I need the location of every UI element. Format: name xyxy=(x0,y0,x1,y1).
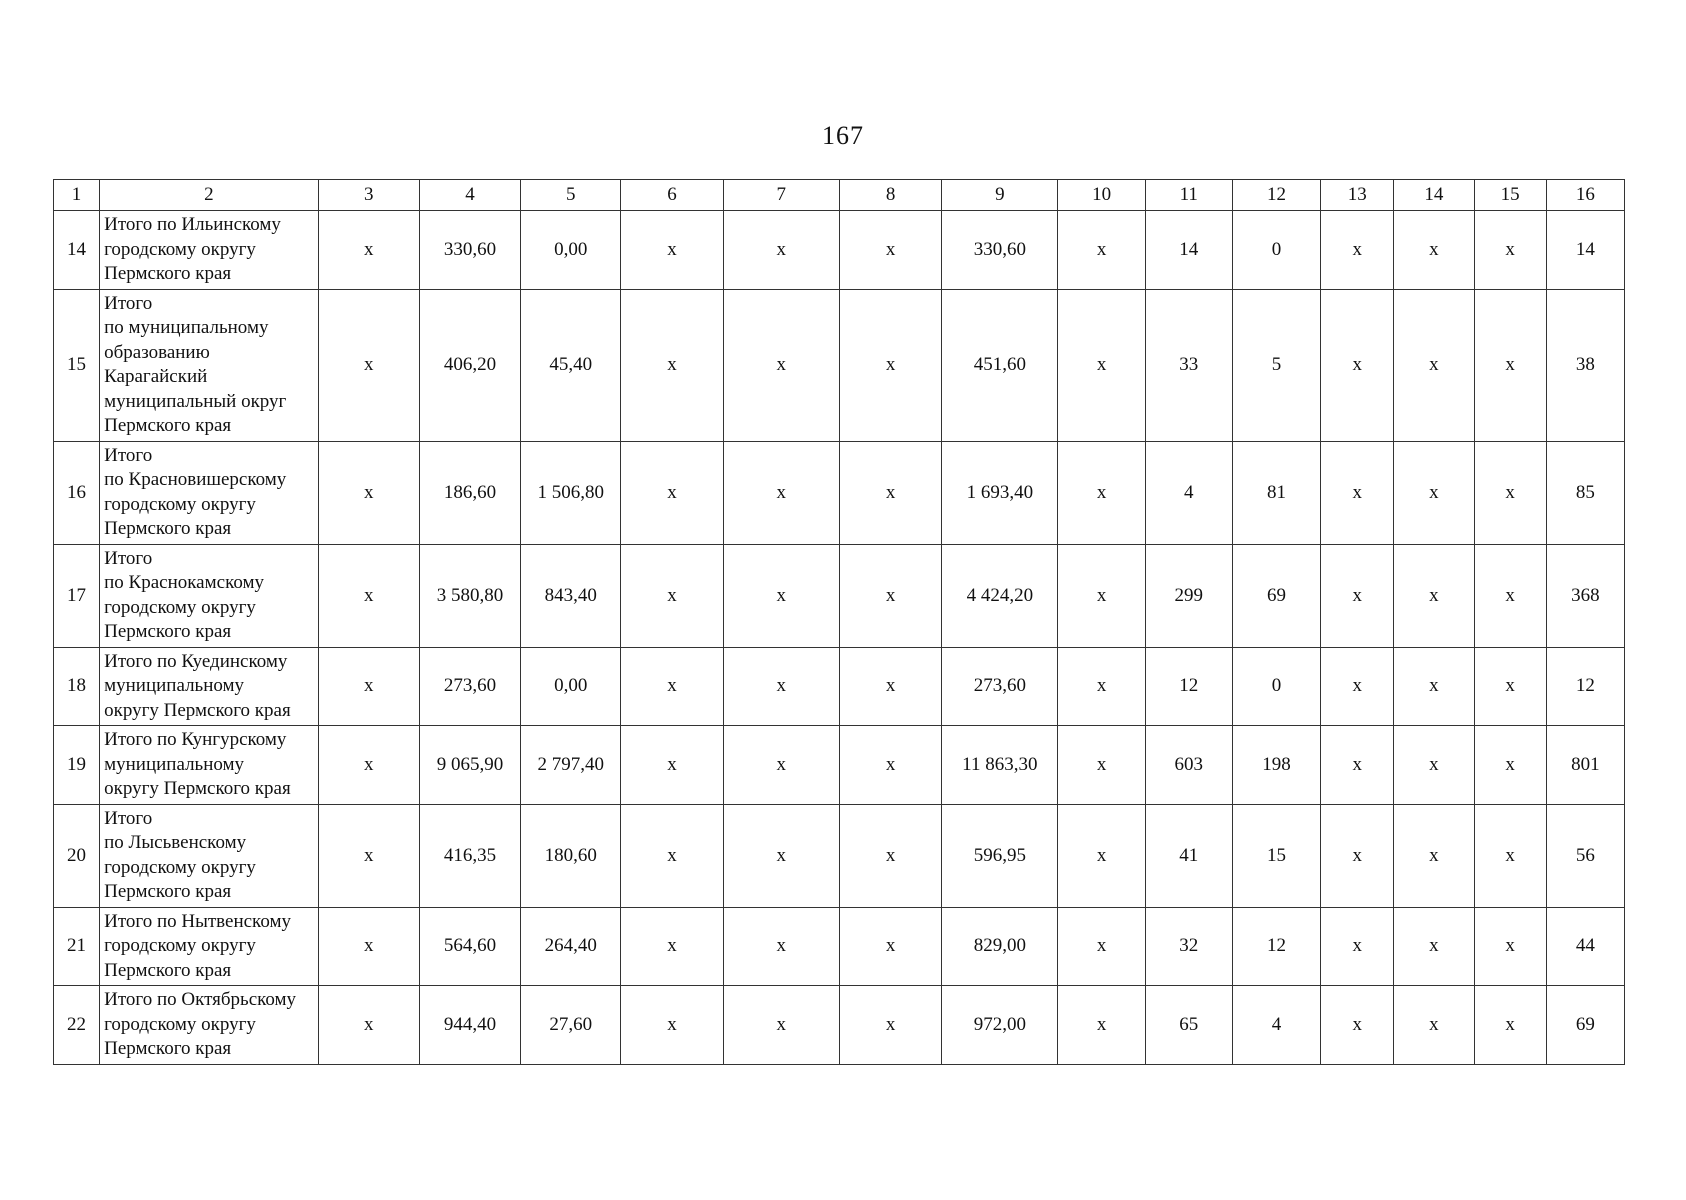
table-cell: 0 xyxy=(1232,647,1320,726)
table-cell: х xyxy=(1058,986,1145,1065)
table-cell: 186,60 xyxy=(419,441,520,544)
table-cell: х xyxy=(1474,211,1546,290)
table-cell: х xyxy=(318,726,419,805)
table-cell: 1 693,40 xyxy=(942,441,1058,544)
table-cell: х xyxy=(1058,211,1145,290)
table-cell: 264,40 xyxy=(521,907,621,986)
table-cell: 14 xyxy=(1145,211,1232,290)
table-cell: х xyxy=(1321,289,1394,441)
table-cell: х xyxy=(723,647,839,726)
table-cell: х xyxy=(1474,726,1546,805)
row-number-cell: 15 xyxy=(54,289,100,441)
table-cell: х xyxy=(621,211,723,290)
table-cell: 32 xyxy=(1145,907,1232,986)
table-cell: х xyxy=(723,289,839,441)
table-cell: 406,20 xyxy=(419,289,520,441)
table-cell: х xyxy=(723,907,839,986)
table-cell: 69 xyxy=(1232,544,1320,647)
row-name-cell: Итого по Краснокамскому городскому округу Пермского края xyxy=(100,544,319,647)
table-cell: 299 xyxy=(1145,544,1232,647)
table-cell: 12 xyxy=(1232,907,1320,986)
table-cell: х xyxy=(1474,441,1546,544)
table-row xyxy=(54,907,1625,986)
table-cell: х xyxy=(318,441,419,544)
table-cell: х xyxy=(839,211,941,290)
table-cell: 9 065,90 xyxy=(419,726,520,805)
table-cell: х xyxy=(1321,804,1394,907)
table-row xyxy=(54,289,1625,441)
table-cell: х xyxy=(621,804,723,907)
table-cell: 801 xyxy=(1546,726,1624,805)
table-cell: 14 xyxy=(1546,211,1624,290)
table-cell: 3 580,80 xyxy=(419,544,520,647)
table-cell: 180,60 xyxy=(521,804,621,907)
table-cell: х xyxy=(723,726,839,805)
table-cell: х xyxy=(839,289,941,441)
column-header: 6 xyxy=(621,180,723,211)
row-number-cell: 19 xyxy=(54,726,100,805)
table-cell: 44 xyxy=(1546,907,1624,986)
table-cell: х xyxy=(318,804,419,907)
table-cell: 45,40 xyxy=(521,289,621,441)
column-header: 14 xyxy=(1394,180,1474,211)
table-cell: х xyxy=(1321,544,1394,647)
table-cell: 330,60 xyxy=(942,211,1058,290)
table-cell: х xyxy=(621,647,723,726)
table-cell: х xyxy=(621,907,723,986)
row-name-cell: Итого по Красновишерскому городскому округу Пермского края xyxy=(100,441,319,544)
row-name-cell: Итого по Октябрьскому городскому округу Пермского края xyxy=(100,986,319,1065)
table-cell: х xyxy=(1474,544,1546,647)
column-header: 10 xyxy=(1058,180,1145,211)
table-cell: х xyxy=(1058,544,1145,647)
table-row xyxy=(54,804,1625,907)
table-cell: 829,00 xyxy=(942,907,1058,986)
table-cell: х xyxy=(318,211,419,290)
table-cell: х xyxy=(318,647,419,726)
table-cell: х xyxy=(1058,441,1145,544)
row-number-cell: 17 xyxy=(54,544,100,647)
table-cell: 0,00 xyxy=(521,647,621,726)
table-cell: 81 xyxy=(1232,441,1320,544)
table-row xyxy=(54,726,1625,805)
table-row xyxy=(54,544,1625,647)
table-cell: х xyxy=(839,986,941,1065)
table-cell: х xyxy=(1474,986,1546,1065)
table-cell: 56 xyxy=(1546,804,1624,907)
table-cell: 11 863,30 xyxy=(942,726,1058,805)
table-cell: х xyxy=(1394,907,1474,986)
table-cell: 4 xyxy=(1145,441,1232,544)
table-cell: х xyxy=(839,544,941,647)
table-cell: х xyxy=(1321,647,1394,726)
table-cell: х xyxy=(621,289,723,441)
table-cell: 5 xyxy=(1232,289,1320,441)
table-row xyxy=(54,986,1625,1065)
table-cell: х xyxy=(1474,647,1546,726)
table-cell: х xyxy=(839,647,941,726)
table-cell: х xyxy=(839,907,941,986)
column-header: 12 xyxy=(1232,180,1320,211)
table-cell: 65 xyxy=(1145,986,1232,1065)
table-cell: х xyxy=(1058,289,1145,441)
table-cell: 41 xyxy=(1145,804,1232,907)
table-cell: х xyxy=(1321,726,1394,805)
table-cell: 85 xyxy=(1546,441,1624,544)
table-cell: 451,60 xyxy=(942,289,1058,441)
table-cell: 1 506,80 xyxy=(521,441,621,544)
table-cell: х xyxy=(723,211,839,290)
table-row xyxy=(54,441,1625,544)
table-cell: 2 797,40 xyxy=(521,726,621,805)
table-cell: х xyxy=(318,289,419,441)
table-cell: х xyxy=(1394,441,1474,544)
column-header: 9 xyxy=(942,180,1058,211)
table-cell: х xyxy=(1394,986,1474,1065)
row-name-cell: Итого по Нытвенскому городскому округу Пермского края xyxy=(100,907,319,986)
table-cell: х xyxy=(723,441,839,544)
table-cell: 843,40 xyxy=(521,544,621,647)
column-header: 16 xyxy=(1546,180,1624,211)
table-cell: х xyxy=(1394,726,1474,805)
table-cell: 972,00 xyxy=(942,986,1058,1065)
column-header: 4 xyxy=(419,180,520,211)
table-cell: 564,60 xyxy=(419,907,520,986)
table-cell: х xyxy=(318,544,419,647)
table-cell: х xyxy=(621,544,723,647)
row-number-cell: 16 xyxy=(54,441,100,544)
row-number-cell: 14 xyxy=(54,211,100,290)
table-cell: х xyxy=(1321,986,1394,1065)
row-name-cell: Итого по Кунгурскому муниципальному округу Пермского края xyxy=(100,726,319,805)
table-cell: х xyxy=(1474,907,1546,986)
table-cell: 273,60 xyxy=(419,647,520,726)
table-row xyxy=(54,211,1625,290)
table-cell: х xyxy=(1474,289,1546,441)
table-cell: х xyxy=(318,907,419,986)
table-cell: 69 xyxy=(1546,986,1624,1065)
table-cell: х xyxy=(1058,726,1145,805)
table-body xyxy=(54,211,1625,1065)
table-cell: 4 424,20 xyxy=(942,544,1058,647)
table-cell: 33 xyxy=(1145,289,1232,441)
table-cell: х xyxy=(1321,211,1394,290)
table-cell: 273,60 xyxy=(942,647,1058,726)
table-cell: х xyxy=(723,544,839,647)
table-cell: 38 xyxy=(1546,289,1624,441)
table-cell: х xyxy=(839,726,941,805)
table-cell: х xyxy=(1394,289,1474,441)
table-cell: х xyxy=(621,986,723,1065)
table-cell: х xyxy=(1058,647,1145,726)
column-header: 2 xyxy=(100,180,319,211)
table-cell: 0 xyxy=(1232,211,1320,290)
table-cell: х xyxy=(1394,544,1474,647)
column-header: 7 xyxy=(723,180,839,211)
table-cell: 0,00 xyxy=(521,211,621,290)
table-cell: 12 xyxy=(1546,647,1624,726)
table-cell: 15 xyxy=(1232,804,1320,907)
table-cell: 603 xyxy=(1145,726,1232,805)
table-cell: 368 xyxy=(1546,544,1624,647)
table-cell: х xyxy=(839,804,941,907)
column-header: 8 xyxy=(839,180,941,211)
row-number-cell: 20 xyxy=(54,804,100,907)
column-header: 13 xyxy=(1321,180,1394,211)
table-cell: 198 xyxy=(1232,726,1320,805)
table-cell: х xyxy=(318,986,419,1065)
header-row xyxy=(54,180,1625,211)
table-cell: 944,40 xyxy=(419,986,520,1065)
row-name-cell: Итого по Лысьвенскому городскому округу Пермского края xyxy=(100,804,319,907)
table-cell: х xyxy=(1321,907,1394,986)
table-cell: 4 xyxy=(1232,986,1320,1065)
row-name-cell: Итого по Ильинскому городскому округу Пермского края xyxy=(100,211,319,290)
column-header: 1 xyxy=(54,180,100,211)
table-cell: х xyxy=(1321,441,1394,544)
table-cell: х xyxy=(1394,647,1474,726)
table-cell: х xyxy=(1394,211,1474,290)
column-header: 11 xyxy=(1145,180,1232,211)
column-header: 15 xyxy=(1474,180,1546,211)
row-number-cell: 21 xyxy=(54,907,100,986)
table-cell: х xyxy=(1394,804,1474,907)
table-cell: х xyxy=(839,441,941,544)
row-number-cell: 18 xyxy=(54,647,100,726)
page-number: 167 xyxy=(822,121,864,150)
row-name-cell: Итого по Куединскому муниципальному округу Пермского края xyxy=(100,647,319,726)
table-cell: х xyxy=(621,726,723,805)
table-cell: 12 xyxy=(1145,647,1232,726)
table-cell: 596,95 xyxy=(942,804,1058,907)
column-header: 3 xyxy=(318,180,419,211)
table-cell: х xyxy=(723,804,839,907)
table-row xyxy=(54,647,1625,726)
row-name-cell: Итого по муниципальному образованию Карагайский муниципальный округ Пермского края xyxy=(100,289,319,441)
table-cell: 330,60 xyxy=(419,211,520,290)
table-cell: х xyxy=(1058,804,1145,907)
column-header: 5 xyxy=(521,180,621,211)
table-cell: 416,35 xyxy=(419,804,520,907)
table-cell: 27,60 xyxy=(521,986,621,1065)
table-cell: х xyxy=(1058,907,1145,986)
data-table xyxy=(53,179,1625,1065)
table-cell: х xyxy=(723,986,839,1065)
row-number-cell: 22 xyxy=(54,986,100,1065)
table-cell: х xyxy=(621,441,723,544)
table-cell: х xyxy=(1474,804,1546,907)
